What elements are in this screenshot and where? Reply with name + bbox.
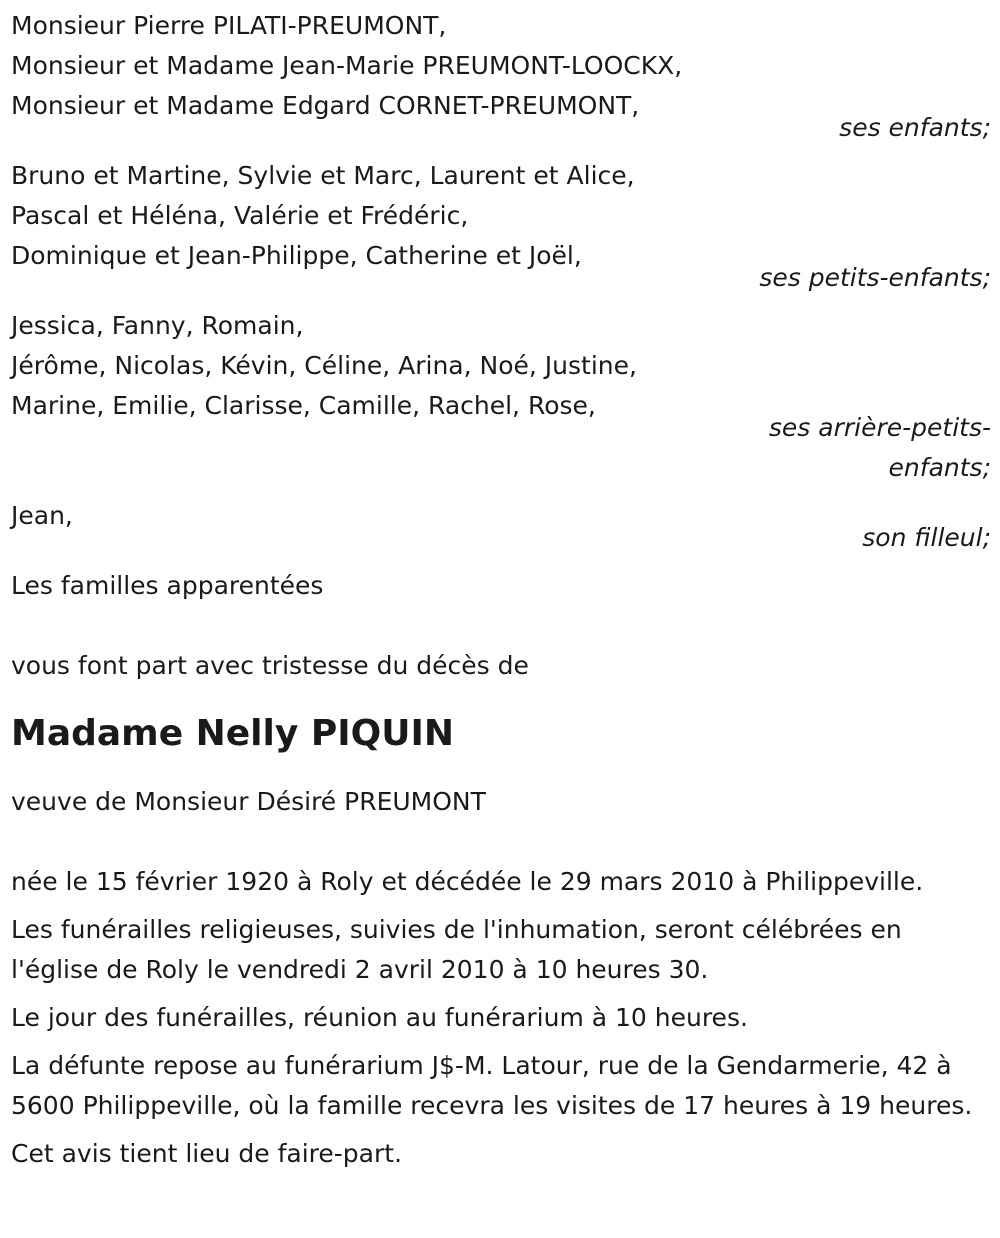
grandchildren-role-label: ses petits-enfants; <box>759 263 991 292</box>
godson-role-label: son filleul; <box>862 523 991 552</box>
great-grandchild-names: Marine, Emilie, Clarisse, Camille, Rachel, Rose, <box>11 391 596 420</box>
child-name: Monsieur Pierre PILATI-PREUMONT, <box>11 11 447 40</box>
gathering-details: Le jour des funérailles, réunion au funérarium à 10 heures. <box>11 1003 748 1032</box>
children-role-label: ses enfants; <box>839 113 991 142</box>
godson-section <box>11 496 991 558</box>
child-name: Monsieur et Madame Jean-Marie PREUMONT-LOOCKX, <box>11 51 683 80</box>
grandchild-names: Pascal et Héléna, Valérie et Frédéric, <box>11 201 469 230</box>
viewing-details: La défunte repose au funérarium J$-M. Latour, rue de la Gendarmerie, 42 à 5600 Philippeville, où la famille recevra les visites de 17 heures à 19 heures. <box>11 1051 973 1120</box>
related-families: Les familles apparentées <box>11 571 324 600</box>
widow-of-text: veuve de Monsieur Désiré PREUMONT <box>11 787 486 816</box>
announcement-text: vous font part avec tristesse du décès de <box>11 651 529 680</box>
great-grandchildren-section <box>11 306 991 488</box>
birth-death-details: née le 15 février 1920 à Roly et décédée le 29 mars 2010 à Philippeville. <box>11 867 924 896</box>
grandchild-names: Bruno et Martine, Sylvie et Marc, Laurent et Alice, <box>11 161 635 190</box>
great-grandchildren-role-label: ses arrière-petits-enfants; <box>768 413 991 482</box>
children-section <box>11 6 991 148</box>
obituary-notice <box>11 6 991 1182</box>
great-grandchild-names: Jérôme, Nicolas, Kévin, Céline, Arina, Noé, Justine, <box>11 351 637 380</box>
child-name: Monsieur et Madame Edgard CORNET-PREUMONT, <box>11 91 640 120</box>
grandchildren-section <box>11 156 991 298</box>
details-section <box>11 862 991 1174</box>
great-grandchild-names: Jessica, Fanny, Romain, <box>11 311 304 340</box>
grandchild-names: Dominique et Jean-Philippe, Catherine et Joël, <box>11 241 582 270</box>
closing-note: Cet avis tient lieu de faire-part. <box>11 1139 403 1168</box>
funeral-details: Les funérailles religieuses, suivies de l'inhumation, seront célébrées en l'église de Roly le vendredi 2 avril 2010 à 10 heures 30. <box>11 915 902 984</box>
godson-name: Jean, <box>11 501 73 530</box>
deceased-name: Madame Nelly PIQUIN <box>11 713 455 754</box>
